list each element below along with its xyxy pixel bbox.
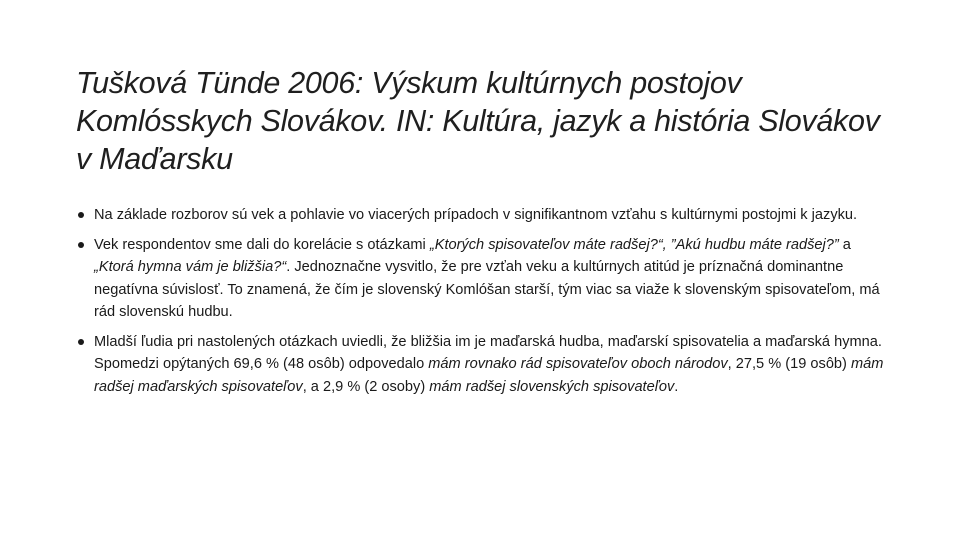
bullet-item <box>76 234 886 324</box>
bullet-text: Vek respondentov sme dali do korelácie s otázkami <box>94 236 430 253</box>
quoted-question-anthem: „Ktorá hymna vám je bližšia?“ <box>94 259 287 275</box>
bullet-text: a <box>838 236 851 253</box>
bullet-text: , a 2,9 % (2 osoby) <box>302 378 430 395</box>
bullet-text: . <box>674 378 679 395</box>
bullet-item <box>76 331 886 399</box>
answer-slovak-writers: mám radšej slovenských spisovateľov <box>429 378 675 395</box>
answer-both-nations: mám rovnako rád spisovateľov oboch národov <box>428 356 728 372</box>
quoted-question-writers-music: „Ktorých spisovateľov máte radšej?“, ”Akú hudbu máte radšej?” <box>429 236 839 253</box>
bullet-text: Na základe rozborov sú vek a pohlavie vo viacerých prípadoch v signifikantnom vzťahu s kultúrnymi postojmi k jazyku. <box>94 207 858 223</box>
bullet-text: . Jednoznačne vysvitlo, že pre vzťah veku a kultúrnych atitúd je príznačná dominantne negatívna súvislosť. To znamená, že čím je slovenský Komlóšan starší, tým viac sa viaže k slovenským spisovateľom, má rád slovenskú hudbu. <box>94 259 880 320</box>
bullet-list <box>76 204 886 405</box>
bullet-item <box>76 204 886 227</box>
bullet-text: , 27,5 % (19 osôb) <box>727 356 851 372</box>
answer-hungarian-writers: mám radšej maďarských spisovateľov <box>94 356 884 395</box>
bullet-text: Mladší ľudia pri nastolených otázkach uviedli, že bližšia im je maďarská hudba, maďarskí spisovatelia a maďarská hymna. Spomedzi opýtaných 69,6 % (48 osôb) odpovedalo <box>94 333 882 372</box>
slide-title: Tušková Tünde 2006: Výskum kultúrnych postojov Komlósskych Slovákov. IN: Kultúra, jazyk a história Slovákov v Maďarsku <box>76 66 880 176</box>
